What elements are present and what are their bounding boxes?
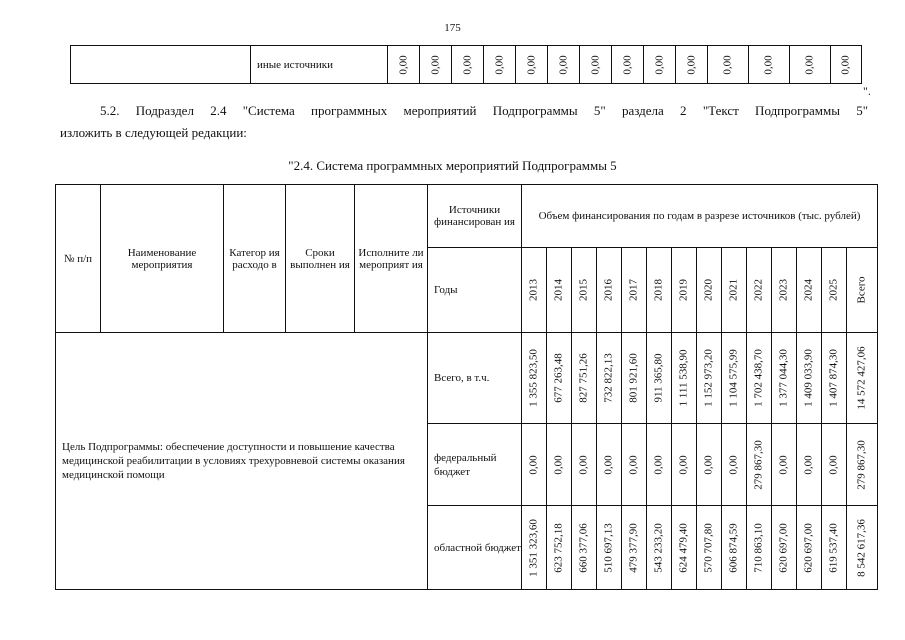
top-row-value-text: 0,00 [839,54,852,75]
funding-value-text: 510 697,13 [602,522,615,573]
funding-value-text: 624 479,40 [677,522,690,573]
funding-value [847,333,878,424]
top-row-value-text: 0,00 [461,54,473,75]
top-row-value [790,46,831,84]
top-row-value [749,46,790,84]
funding-value [647,333,672,424]
paragraph-amendment: 5.2. Подраздел 2.4 "Система программных мероприятий Подпрограммы 5" раздела 2 "Текст Подпрограммы 5" [100,103,868,118]
source-label-total: Всего, в т.ч. [428,333,522,424]
funding-value [572,424,597,506]
funding-value [547,506,572,590]
top-row-value [831,46,862,84]
top-row-value-text: 0,00 [721,54,734,75]
top-row-value-text: 0,00 [589,54,601,75]
source-label-federal: федеральный бюджет [428,424,522,506]
top-row-value-text: 0,00 [429,54,441,75]
year-header-text: 2015 [577,279,590,301]
year-header [522,248,547,333]
funding-value-text: 0,00 [602,454,615,475]
funding-value-text: 620 697,00 [802,522,815,573]
funding-value [597,424,622,506]
empty-cell [71,46,251,84]
funding-value [772,424,797,506]
funding-value [522,333,547,424]
year-header-text: 2021 [727,279,740,301]
closing-quote: ". [863,84,871,98]
paragraph-amendment-cont: изложить в следующей редакции: [60,125,247,140]
funding-value [822,424,847,506]
funding-value-text: 0,00 [677,454,690,475]
top-row-value-text: 0,00 [525,54,537,75]
funding-value [847,424,878,506]
funding-value [822,333,847,424]
year-header-text: 2024 [802,279,815,301]
funding-value [722,506,747,590]
year-header-text: 2023 [777,279,790,301]
year-header-text: 2020 [702,279,715,301]
funding-value [797,424,822,506]
year-header [722,248,747,333]
funding-value-text: 677 263,48 [552,353,565,403]
year-header [672,248,697,333]
funding-value-text: 1 702 438,70 [752,349,765,407]
year-header [847,248,878,333]
funding-value [722,333,747,424]
header-funding-sources: Источники финансирован ия [428,185,522,248]
funding-value-text: 801 921,60 [627,353,640,403]
year-header [547,248,572,333]
funding-value-text: 0,00 [577,454,590,475]
funding-value-text: 1 104 575,99 [727,349,740,407]
funding-value [572,506,597,590]
funding-value [672,506,697,590]
funding-value [622,424,647,506]
funding-value-text: 0,00 [727,454,740,475]
top-row-value [708,46,749,84]
top-row-value-text: 0,00 [685,54,697,75]
previous-table-tail [70,45,862,84]
top-row-value [516,46,548,84]
activities-table [55,184,878,590]
funding-value-text: 911 365,80 [652,353,665,403]
funding-value [597,333,622,424]
goal-cell: Цель Подпрограммы: обеспечение доступности и повышение качества медицинской реабилитации в условиях трехуровневой системы оказания медицинской помощи [56,333,428,590]
top-row-value-text: 0,00 [653,54,665,75]
funding-value-text: 0,00 [552,454,565,475]
funding-value [622,333,647,424]
top-row-value-text: 0,00 [621,54,633,75]
year-header-text: Всего [855,276,868,304]
year-header [647,248,672,333]
funding-value-text: 0,00 [527,454,540,475]
funding-value-text: 732 822,13 [602,353,615,403]
year-header [797,248,822,333]
section-heading: "2.4. Система программных мероприятий Подпрограммы 5 [288,158,617,173]
funding-value [672,333,697,424]
funding-value-text: 479 377,90 [627,522,640,573]
funding-value-text: 1 355 823,50 [527,349,540,407]
funding-value [797,506,822,590]
funding-value-text: 1 351 323,60 [527,518,540,577]
year-header [622,248,647,333]
top-row-value [644,46,676,84]
funding-value [697,506,722,590]
funding-value-text: 14 572 427,06 [855,346,868,410]
funding-value-text: 543 233,20 [652,522,665,573]
top-row-value [676,46,708,84]
funding-value-text: 710 863,10 [752,522,765,573]
top-row-value [548,46,580,84]
funding-value [697,333,722,424]
funding-value [747,506,772,590]
top-row-value-text: 0,00 [493,54,505,75]
header-funding-volume: Объем финансирования по годам в разрезе источников (тыс. рублей) [522,185,878,248]
year-header [572,248,597,333]
funding-value-text: 606 874,59 [727,522,740,573]
funding-value-text: 620 697,00 [777,522,790,573]
year-header-text: 2014 [552,279,565,301]
funding-value [522,424,547,506]
source-label-regional: областной бюджет [428,506,522,590]
funding-value [847,506,878,590]
funding-value-text: 1 407 874,30 [827,349,840,407]
funding-value-text: 660 377,06 [577,522,590,573]
header-number: № п/п [56,185,101,333]
header-years-label: Годы [428,248,522,333]
year-header-text: 2016 [602,279,615,301]
funding-value [722,424,747,506]
funding-value [547,424,572,506]
year-header-text: 2013 [527,279,540,301]
top-row-value-text: 0,00 [762,54,775,75]
funding-value-text: 570 707,80 [702,522,715,573]
header-executors: Исполните ли мероприят ия [355,185,428,333]
funding-value-text: 0,00 [652,454,665,475]
funding-value-text: 279 867,30 [855,439,868,490]
year-header-text: 2018 [652,279,665,301]
top-row-value [452,46,484,84]
funding-value [747,424,772,506]
year-header-text: 2019 [677,279,690,301]
funding-value [622,506,647,590]
funding-value-text: 1 409 033,90 [802,349,815,407]
year-header-text: 2017 [627,279,640,301]
row-label: иные источники [251,46,388,84]
funding-value-text: 279 867,30 [752,439,765,490]
funding-value-text: 0,00 [802,454,815,475]
funding-value [797,333,822,424]
funding-value [747,333,772,424]
funding-value [772,506,797,590]
year-header [597,248,622,333]
funding-value-text: 1 377 044,30 [777,349,790,407]
top-row-value-text: 0,00 [397,54,409,75]
funding-value-text: 8 542 617,36 [855,518,868,577]
funding-value-text: 827 751,26 [577,353,590,403]
funding-value-text: 619 537,40 [827,522,840,573]
funding-value [547,333,572,424]
year-header [822,248,847,333]
funding-value [597,506,622,590]
top-row-value-text: 0,00 [803,54,816,75]
funding-value [822,506,847,590]
year-header-text: 2025 [827,279,840,301]
top-row-value [388,46,420,84]
funding-value [647,424,672,506]
header-expense-category: Категор ия расходо в [224,185,286,333]
top-row-value-text: 0,00 [557,54,569,75]
funding-value [522,506,547,590]
funding-value [697,424,722,506]
top-row-value [484,46,516,84]
top-row-value [420,46,452,84]
funding-value-text: 0,00 [702,454,715,475]
funding-value [572,333,597,424]
top-row-value [580,46,612,84]
header-activity-name: Наименование мероприятия [101,185,224,333]
funding-value-text: 1 111 538,90 [677,349,690,407]
header-terms: Сроки выполнен ия [286,185,355,333]
funding-value [647,506,672,590]
funding-value-text: 0,00 [827,454,840,475]
page-number: 175 [444,22,461,34]
funding-value-text: 0,00 [627,454,640,475]
year-header [747,248,772,333]
funding-value-text: 1 152 973,20 [702,349,715,407]
year-header [697,248,722,333]
funding-value [772,333,797,424]
funding-value-text: 0,00 [777,454,790,475]
year-header [772,248,797,333]
top-row-value [612,46,644,84]
year-header-text: 2022 [752,279,765,301]
funding-value [672,424,697,506]
funding-value-text: 623 752,18 [552,522,565,573]
